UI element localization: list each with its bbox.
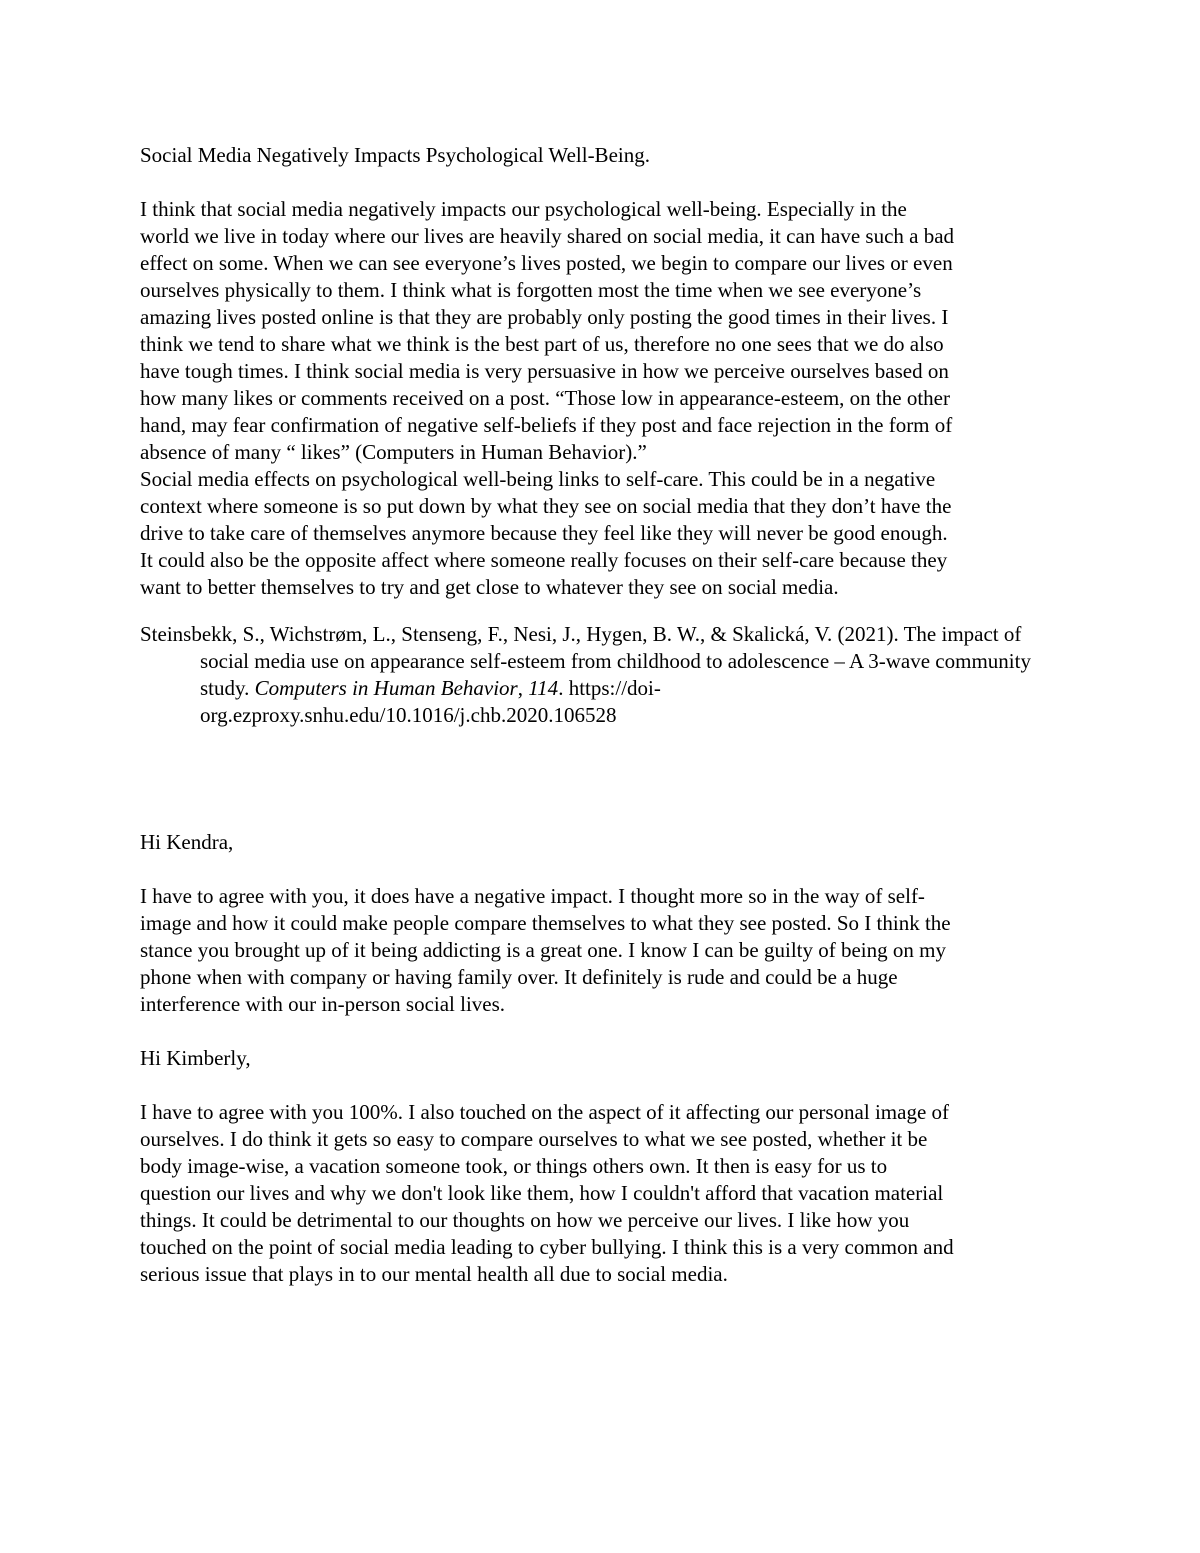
document-title: Social Media Negatively Impacts Psychological Well-Being. [140,143,650,167]
reference-volume: 114 [528,676,559,700]
document-content [140,142,1060,1315]
reply-body: I have to agree with you, it does have a negative impact. I thought more so in the way of self- image and how it could make people compare themselves to what they see posted. So I think the stance you brought up of it being addicting is a great one. I know I can be guilty of being on my phone when with company or having family over. It definitely is rude and could be a huge interference with our in-person social lives. [140,884,951,1016]
reply-body: I have to agree with you 100%. I also touched on the aspect of it affecting our personal image of ourselves. I do think it gets so easy to compare ourselves to what we see posted, whether it be body image-wise, a vacation someone took, or things others own. It then is easy for us to question our lives and why we don't look like them, how I couldn't afford that vacation material things. It could be detrimental to our thoughts on how we perceive our lives. I like how you touched on the point of social media leading to cyber bullying. I think this is a very common and serious issue that plays in to our mental health all due to social media. [140,1100,954,1286]
reference-doi: https://doi-org.ezproxy.snhu.edu/10.1016/j.chb.2020.106528 [200,676,661,727]
reference-entry [140,621,1060,729]
reply-greeting: Hi Kendra, [140,830,234,854]
reference-separator: , [517,676,529,700]
reply-kimberly [140,1045,1060,1288]
reference-journal: Computers in Human Behavior [254,676,518,700]
essay-paragraph-2: Social media effects on psychological well-being links to self-care. This could be in a negative context where someone is so put down by what they see on social media that they don’t have the drive to take care of themselves anymore because they feel like they will never be good enough. It could also be the opposite affect where someone really focuses on their self-care because they want to better themselves to try and get close to whatever they see on social media. [140,467,952,599]
essay-paragraph-1: I think that social media negatively impacts our psychological well-being. Especially in the world we live in today where our lives are heavily shared on social media, it can have such a bad effect on some. When we can see everyone’s lives posted, we begin to compare our lives or even ourselves physically to them. I think what is forgotten most the time when we see everyone’s amazing lives posted online is that they are probably only posting the good times in their lives. I think we tend to share what we think is the best part of us, therefore no one sees that we do also have tough times. I think social media is very persuasive in how we perceive ourselves based on how many likes or comments received on a post. “Those low in appearance-esteem, on the other hand, may fear confirmation of negative self-beliefs if they post and face rejection in the form of absence of many “ likes” (Computers in Human Behavior).” [140,197,955,464]
reference-separator: . [558,676,569,700]
reply-greeting: Hi Kimberly, [140,1046,251,1070]
reply-kendra [140,829,1060,1018]
reference-authors-title: Steinsbekk, S., Wichstrøm, L., Stenseng, F., Nesi, J., Hygen, B. W., & Skalická, V. (2021). The impact of social media use on appearance self-esteem from childhood to adolescence – A 3-wave community study. [140,622,1031,700]
